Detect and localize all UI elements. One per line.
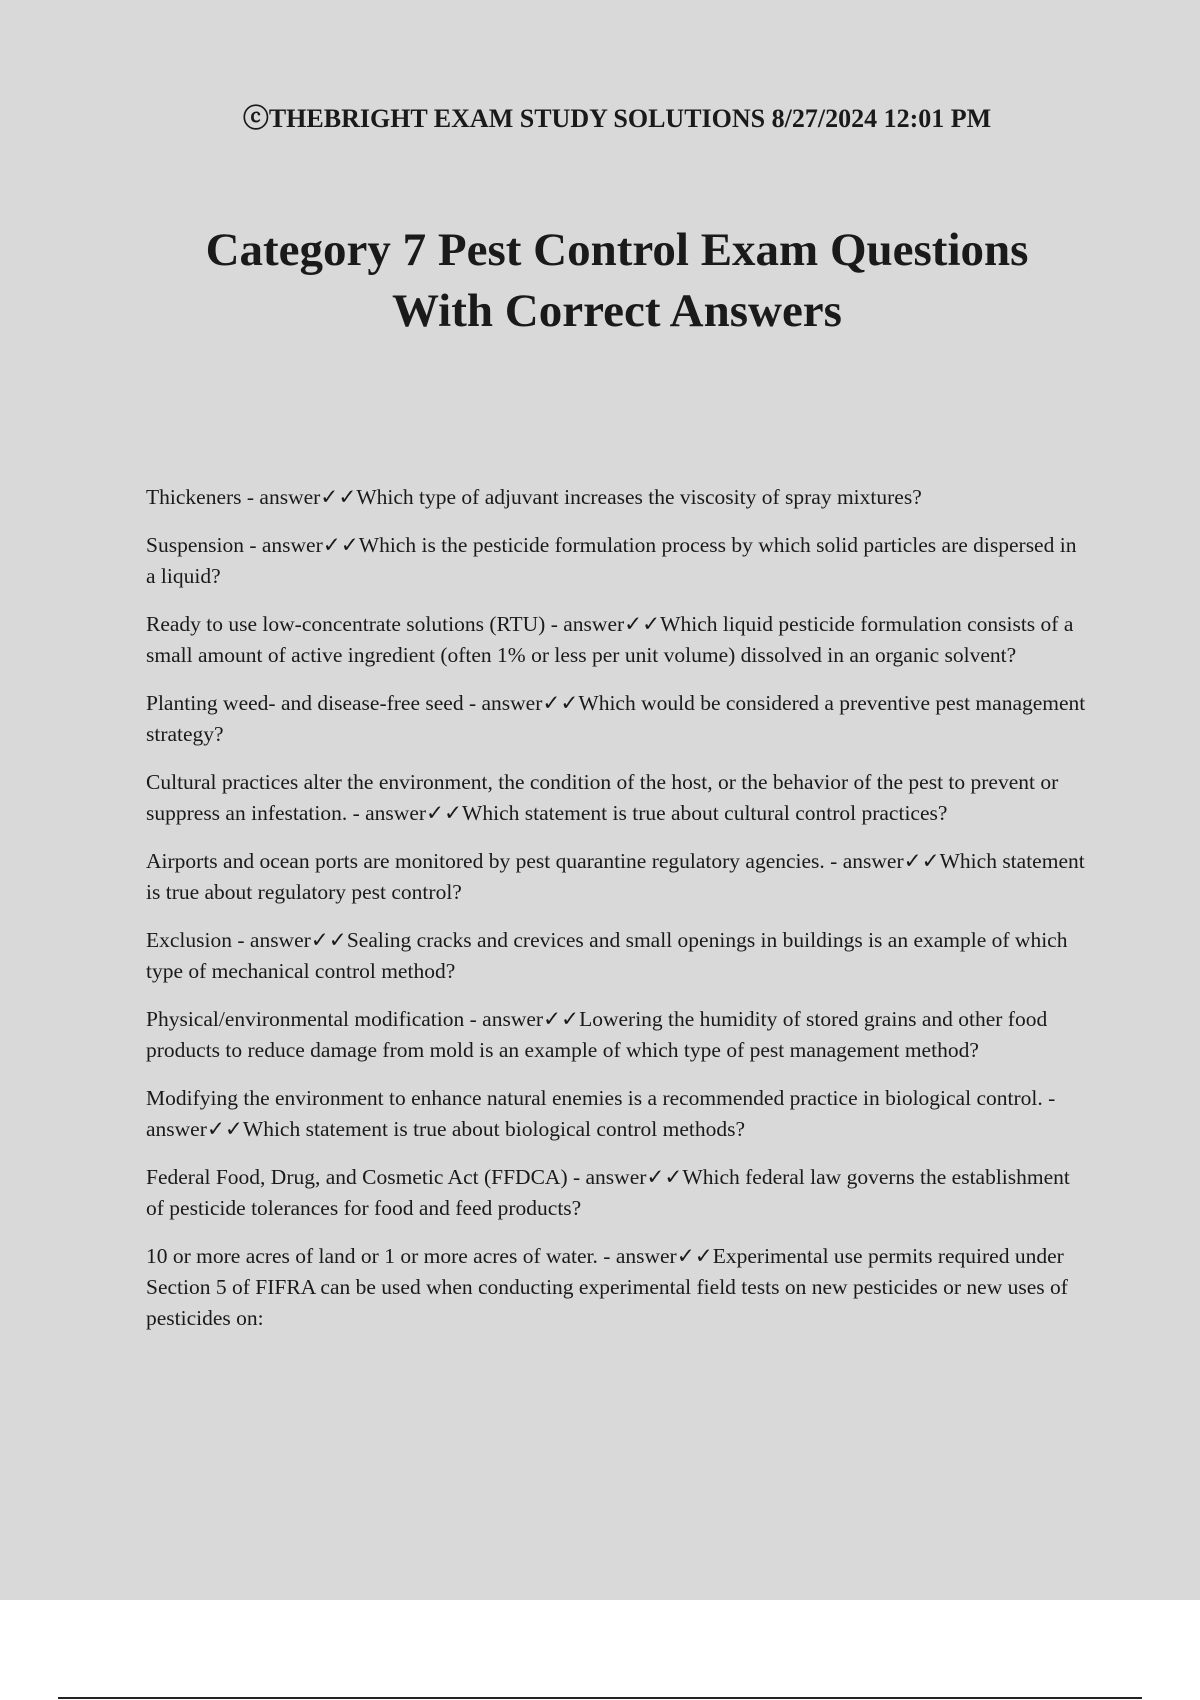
qa-item: Modifying the environment to enhance natural enemies is a recommended practice in biological control. - answer✓✓Which statement is true about biological control methods?	[146, 1086, 1056, 1141]
document-title	[0, 220, 1200, 342]
qa-item: Physical/environmental modification - answer✓✓Lowering the humidity of stored grains and other food products to reduce damage from mold is an example of which type of pest management method?	[146, 1007, 1048, 1062]
title-line-1: Category 7 Pest Control Exam Questions	[205, 224, 1029, 276]
qa-item: Exclusion - answer✓✓Sealing cracks and crevices and small openings in buildings is an example of which type of mechanical control method?	[146, 928, 1068, 983]
qa-item: Federal Food, Drug, and Cosmetic Act (FFDCA) - answer✓✓Which federal law governs the establishment of pesticide tolerances for food and feed products?	[146, 1165, 1070, 1220]
qa-item: Suspension - answer✓✓Which is the pesticide formulation process by which solid particles are dispersed in a liquid?	[146, 533, 1077, 588]
question-answer-list	[146, 482, 1091, 1351]
title-line-2: With Correct Answers	[392, 285, 842, 337]
qa-item: Ready to use low-concentrate solutions (RTU) - answer✓✓Which liquid pesticide formulation consists of a small amount of active ingredient (often 1% or less per unit volume) dissolved in an organic solvent?	[146, 612, 1074, 667]
qa-item: Planting weed- and disease-free seed - answer✓✓Which would be considered a preventive pest management strategy?	[146, 691, 1086, 746]
qa-item: Airports and ocean ports are monitored by pest quarantine regulatory agencies. - answer✓✓Which statement is true about regulatory pest control?	[146, 849, 1085, 904]
page-header: ⓒTHEBRIGHT EXAM STUDY SOLUTIONS 8/27/2024 12:01 PM	[242, 104, 992, 133]
qa-item: Thickeners - answer✓✓Which type of adjuvant increases the viscosity of spray mixtures?	[146, 485, 922, 509]
qa-item: Cultural practices alter the environment, the condition of the host, or the behavior of the pest to prevent or suppress an infestation. - answer✓✓Which statement is true about cultural control practices?	[146, 770, 1059, 825]
qa-item: 10 or more acres of land or 1 or more acres of water. - answer✓✓Experimental use permits required under Section 5 of FIFRA can be used when conducting experimental field tests on new pesticides or new uses of pesticides on:	[146, 1244, 1068, 1330]
page-divider	[58, 1697, 1142, 1699]
